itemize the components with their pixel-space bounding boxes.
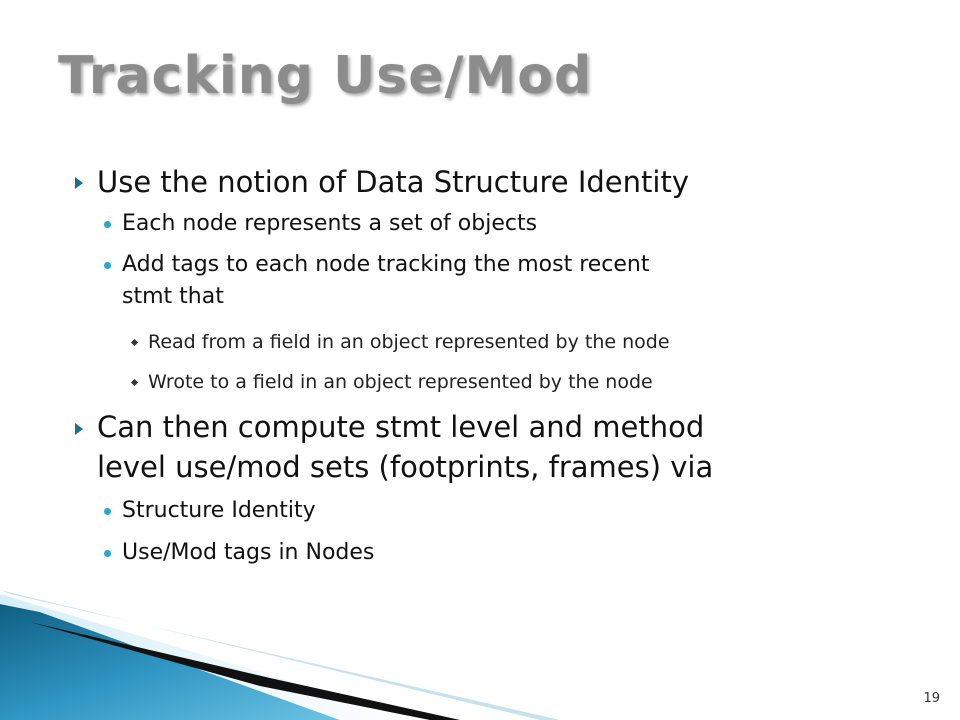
bullet-level2: Add tags to each node tracking the most recent	[122, 252, 650, 277]
bullet-level1: Can then compute stmt level and method	[97, 410, 705, 444]
bullet-level2: Use/Mod tags in Nodes	[122, 540, 375, 565]
bullet-level3: Wrote to a field in an object represented by the node	[148, 371, 653, 393]
dot-bullet-icon	[104, 508, 111, 515]
bullet-level2: Structure Identity	[122, 498, 316, 523]
dot-bullet-icon	[104, 550, 111, 557]
diamond-bullet-icon	[131, 379, 138, 386]
page-number: 19	[923, 691, 940, 706]
arrow-bullet-icon	[75, 177, 83, 189]
bullet-level2: Each node represents a set of objects	[122, 211, 538, 236]
dot-bullet-icon	[104, 221, 111, 228]
decorative-swoosh	[0, 590, 560, 720]
bullet-level1-continuation: level use/mod sets (footprints, frames) via	[97, 450, 714, 484]
bullet-level2-continuation: stmt that	[122, 284, 224, 309]
diamond-bullet-icon	[131, 339, 138, 346]
bullet-level3: Read from a field in an object represented by the node	[148, 331, 670, 353]
blue-band	[0, 604, 340, 720]
slide-title: Tracking Use/Mod	[58, 46, 593, 106]
bullet-level1: Use the notion of Data Structure Identity	[97, 165, 689, 199]
dot-bullet-icon	[104, 262, 111, 269]
arrow-bullet-icon	[75, 423, 83, 435]
